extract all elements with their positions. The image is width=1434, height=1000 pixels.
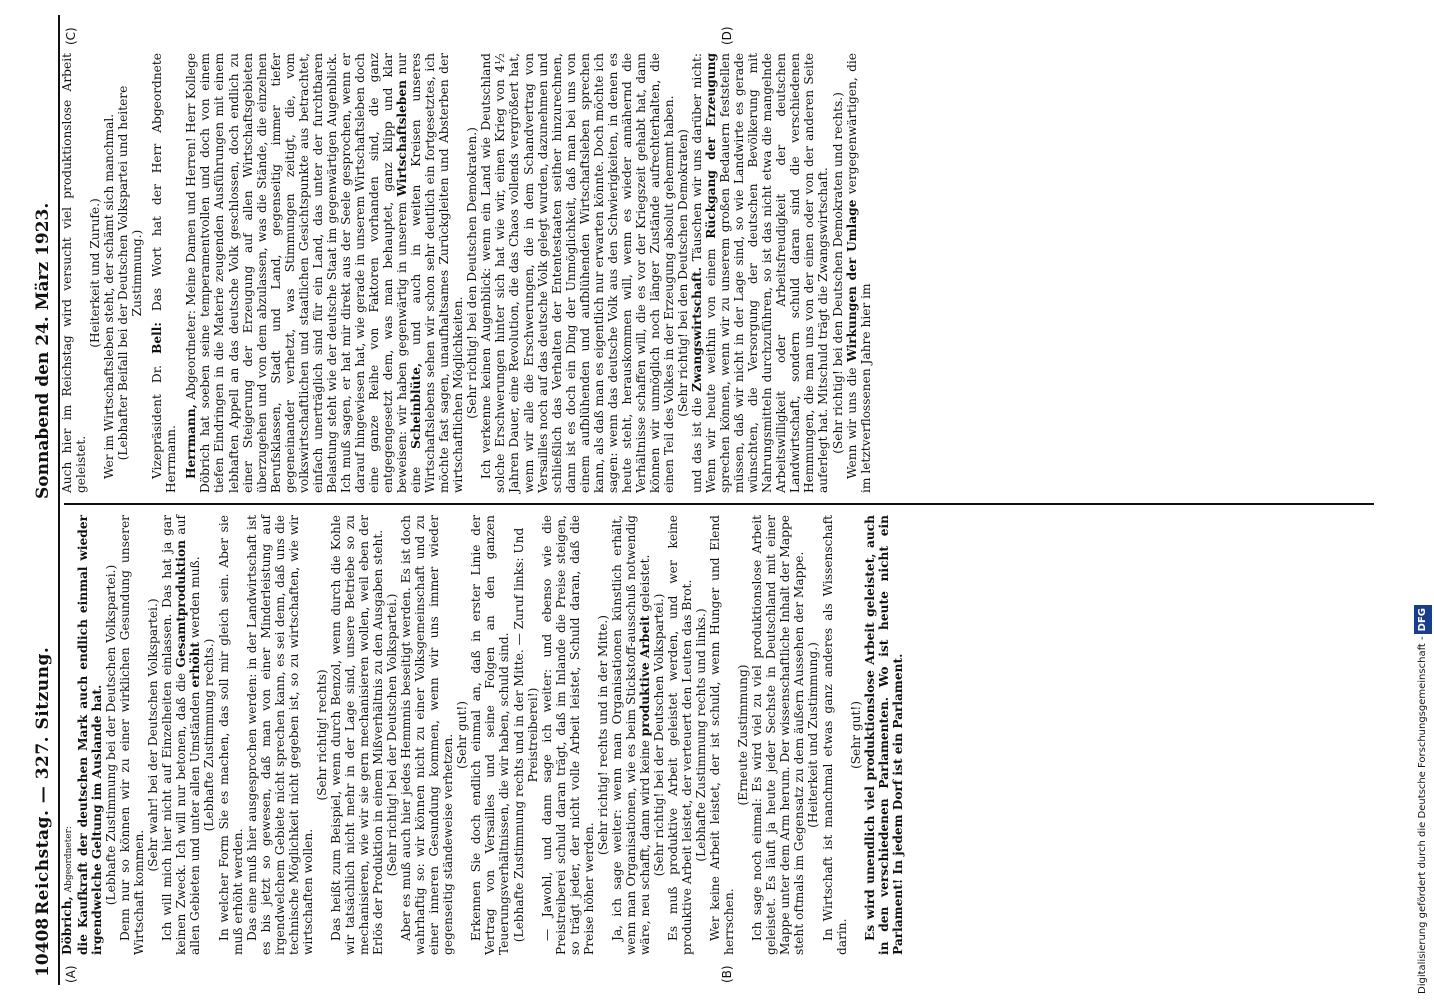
text-run: auf allen Gebieten und unter allen Umständen bbox=[174, 514, 203, 955]
right-column bbox=[60, 53, 1360, 493]
paragraph: In Wirtschaft ist manchmal etwas ganz anderes als Wissenschaft darin. bbox=[820, 515, 849, 955]
emphasis: Wirtschaftsleben bbox=[395, 80, 410, 197]
emphasis: Gesamtproduktion bbox=[174, 539, 189, 668]
reaction: (Sehr richtig! bei den Deutschen Demokraten und rechts.) bbox=[830, 92, 845, 454]
dfg-credit bbox=[1414, 4, 1432, 994]
paragraph bbox=[610, 515, 652, 955]
credit-text: Digitalisierung gefördert durch die Deutsche Forschungsgemeinschaft - bbox=[1417, 636, 1428, 994]
column-divider bbox=[64, 503, 1374, 505]
paragraph: Wer im Wirtschaftsleben steht, der schämt sich manchmal. bbox=[102, 113, 117, 479]
page-header bbox=[30, 15, 60, 985]
paragraph: Das heißt zum Beispiel, wenn durch Benzol, wenn durch die Kohle wir tatsächlich nicht mehr in der Lage sind, unsere Betriebe so zu mechanisieren, wie wir sie gern mechanisieren wollen, weil eben der Erlös der Produktion in einem Mißverhältnis zu den Ausgaben steht. bbox=[328, 515, 386, 955]
paragraph: In welcher Form Sie es machen, das soll mir gleich sein. Aber sie muß erhöht werden. bbox=[216, 515, 245, 955]
paragraph: Aber es muß auch hier jedes Hemmnis beseitigt werden. Es ist doch wahrhaftig so: wir können nicht zu einer Volksgemeinschaft und zu einer inneren Gesundung kommen, wenn wir uns immer wieder gegenseitig ständeweise verhetzen. bbox=[399, 515, 456, 955]
speaker-name: Bell: bbox=[150, 322, 165, 354]
reaction: (Sehr richtig! rechts und in der Mitte.) bbox=[595, 614, 610, 856]
reaction: (Lebhafte Zustimmung rechts und links.) bbox=[694, 608, 709, 862]
page-number: 10408 bbox=[33, 917, 53, 977]
emphasis: Scheinblüte, bbox=[409, 362, 424, 449]
text-run: Wenn wir uns die bbox=[844, 367, 859, 479]
reaction: (Lebhafte Zustimmung bei der Deutschen Volkspartei.) bbox=[104, 564, 119, 906]
margin-mark-b: (B) bbox=[720, 965, 734, 983]
margin-mark-a: (A) bbox=[64, 965, 78, 983]
paragraph bbox=[845, 53, 873, 493]
reaction: (Sehr gut!) bbox=[848, 700, 863, 770]
emphasis: Zwangswirtschaft. bbox=[690, 266, 705, 392]
reaction: (Sehr richtig! bei den Deutschen Demokraten.) bbox=[465, 127, 480, 419]
paragraph: Es wird unendlich viel produktionslose Arbeit geleistet, auch in den verschiedenen Parlamenten. Wo ist heute nicht ein Parlament! In jedem Dorf ist ein Parlament. bbox=[862, 515, 905, 955]
paragraph: Wer keine Arbeit leistet, der ist schuld, wenn Hunger und Elend herrschen. bbox=[708, 515, 737, 955]
text-run: Ich will mich hier nicht auf Einzelheiten einlassen. Das hat ja gar keinen Zweck. Ich will nur betonen, daß die bbox=[160, 515, 189, 955]
reaction: (Sehr richtig! bei der Deutschen Volkspartei.) bbox=[385, 593, 400, 877]
session-date: Sonnabend den 24. März 1923. bbox=[33, 202, 53, 499]
paragraph-text: die Kaufkraft der deutschen Mark auch endlich einmal wieder irgendwelche Geltung im Auslande hat. bbox=[76, 515, 105, 955]
reaction: (Erneute Zustimmung) bbox=[736, 664, 751, 806]
dfg-sidebar bbox=[1414, 4, 1432, 994]
paragraph: Das eine muß hier ausgesprochen werden: in der Landwirtschaft ist es bis jetzt so gewesen, daß man von einer Minderleistung auf irgendwelchem Gebiete nicht sprechen kann, es sei denn, daß uns die technische Möglichkeit nicht gegeben ist, so zu wirtschaften, wie wir wirtschaften wollen. bbox=[244, 515, 315, 955]
text-run: nur eine bbox=[395, 53, 424, 493]
text-run: Das Wort hat der Herr Abgeordnete Herrmann. bbox=[150, 52, 179, 493]
text-run: und das ist die bbox=[690, 397, 705, 493]
paragraph bbox=[160, 515, 202, 955]
paragraph: Ich sage noch einmal: Es wird viel zu viel produktionslose Arbeit geleistet. Es läuft ja heute jeder Sechste in Deutschland mit einer Mappe unter dem Arm herum. Der wissenschaftliche Inhalt der Mappe steht oftmals im Gegensatz zu dem äußern Aussehen der Mappe. bbox=[750, 515, 807, 955]
paragraph: Auch hier im Reichstag wird versucht viel produktionslose Arbeit geleistet. bbox=[60, 53, 89, 493]
paragraph bbox=[690, 53, 830, 493]
paragraph: Denn nur so können wir zu einer wirklichen Gesundung unserer Wirtschaft kommen. bbox=[118, 515, 147, 955]
emphasis: Wirkungen der Umlage bbox=[844, 199, 859, 362]
reaction: (Sehr richtig! bei der Deutschen Volkspartei.) bbox=[651, 593, 666, 877]
text-run: und auch in weiten Kreisen unseres Wirtschaftslebens sehen wir schon sehr deutlich ein fortgesetztes, ich möchte fast sagen, unaufhaltsames Zurückgleiten und Absterben der wirtschaftlichen Möglichkeiten. bbox=[409, 52, 466, 493]
margin-mark-c: (C) bbox=[64, 27, 78, 45]
text-run: Vizepräsident Dr. bbox=[150, 364, 165, 479]
text-run: werden muß. bbox=[188, 556, 203, 639]
emphasis: erhöht bbox=[188, 641, 203, 688]
paragraph: Es muß produktive Arbeit geleistet werden, und wer keine produktive Arbeit leistet, der verteuert den Leuten das Brot. bbox=[666, 515, 695, 955]
emphasis: Rückgang der Erzeugung bbox=[704, 52, 719, 239]
session-title: Reichstag. — 327. Sitzung. bbox=[33, 646, 53, 915]
text-run: Täuschen wir uns darüber nicht: Wenn wir heute weithin von einem bbox=[690, 53, 719, 493]
reaction: (Heiterkeit und Zurufe.) bbox=[88, 198, 103, 348]
reaction: (Sehr wahr! bei der Deutschen Volkspartei.) bbox=[146, 598, 161, 872]
speaker-role: Abgeordneter: bbox=[64, 826, 74, 893]
emphasis: produktive Arbeit bbox=[637, 615, 652, 737]
text-run: geleistet. bbox=[637, 554, 652, 612]
reaction: (Sehr richtig! bei den Deutschen Demokraten) bbox=[676, 129, 691, 417]
text-run: Ja, ich sage weiter: wenn man Organisationen künstlich erhält, wenn man Organisationen, wie es beim Stickstoff-ausschuß notwendig wäre, neu schafft, dann wird keine bbox=[609, 515, 652, 955]
rotated-page bbox=[30, 15, 1390, 985]
paragraph bbox=[60, 515, 104, 955]
reaction: (Lebhafte Zustimmung rechts.) bbox=[202, 638, 217, 832]
left-column bbox=[60, 515, 1360, 955]
paragraph: Erkennen Sie doch endlich einmal an, daß in erster Linie der Vertrag von Versailles und seine Folgen an den ganzen Teuerungsverhältnissen, die wir haben, schuld sind. bbox=[469, 515, 512, 955]
reaction: (Sehr richtig! rechts) bbox=[314, 669, 329, 801]
paragraph bbox=[184, 53, 465, 493]
reaction: (Lebhafte Zustimmung rechts und in der Mitte. — Zuruf links: Und Preistreiberei!) bbox=[511, 527, 540, 943]
text-run: vergegenwärtigen, die im letztverflossenen Jahre hier im bbox=[844, 52, 873, 493]
paragraph: Ich verkenne keinen Augenblick: wenn ein Land wie Deutschland solche Erschwerungen hinter sich hat wie wir, einen Krieg von 4½ Jahren Dauer, eine Revolution, die das Chaos vollends vergrößert hat, wenn wir alle die Erschwerungen, die in dem Schandvertrag von Versailles noch auf das deutsche Volk gelegt wurden, dazunehmen und schließlich das Verhalten der Ententestaaten seither hinzurechnen, dann ist es doch ein Ding der Unmöglichkeit, daß man bei uns von einem aufblühenden und aufblühenden Wirtschaftsleben sprechen kann, als daß man es eigentlich nur erwarten könnte. Doch möchte ich sagen: wenn das deutsche Volk aus den Schwierigkeiten, in denen es heute steht, herauskommen will, wenn es wieder annähernd die Verhältnisse schaffen will, die es vor der Kriegszeit gehabt hat, dann können wir unmöglich noch länger Zustände aufrechterhalten, die einen Teil des Volkes in der Erzeugung absolut gehemmt haben. bbox=[479, 53, 676, 493]
speaker-name: Herrmann, bbox=[184, 404, 199, 479]
reaction: (Sehr gut!) bbox=[455, 700, 470, 770]
reaction: (Heiterkeit und Zustimmung.) bbox=[806, 642, 821, 828]
text-run: Abgeordneter: Meine Damen und Herren! Herr Kollege Döbrich hat soeben seine temperamentvollen und doch von einem tiefen Eindringen in die Materie zeugenden Ausführungen mit einem lebhaften Appell an das deutsche Volk geschlossen, doch endlich zu einer Steigerung der Erzeugung auf allen Wirtschaftsgebieten überzugehen und von dem abzulassen, was die Stände, die einzelnen Berufsklassen, Stadt und Land, gegenseitig immer tiefer gegeneinander verhetzt, was Stimmungen zeitigt, die, vom volkswirtschaftlichen und staatlichen Gesichtspunkte aus betrachtet, einfach unerträglich sind für ein Land, das unter der furchtbaren Belastung steht wie der deutsche Staat im gegenwärtigen Augenblick. Ich muß sagen, er hat mir direkt aus der Seele gesprochen, wenn er darauf hingewiesen hat, wie gerade in unserem Wirtschaftsleben doch eine ganze Reihe von Faktoren vorhanden sind, die ganz entgegengesetzt dem, was man behauptet, ganz klipp und klar beweisen: wir haben gegenwärtig in unserem bbox=[184, 52, 410, 493]
text-run: sprechen können, wenn wir zu unserem großen Bedauern feststellen müssen, daß wir nicht in der Lage sind, so wie Landwirte es gerade wünschten, die Versorgung der deutschen Bevölkerung mit Nahrungsmitteln durchzuführen, so ist das nicht etwa die mangelnde Arbeitswilligkeit oder Arbeitsfreudigkeit der deutschen Landwirtschaft, sondern schuld daran sind die verschiedenen Hemmungen, die man uns von der einen oder von der anderen Seite auferlegt hat. Mitschuld trägt die Zwangswirtschaft. bbox=[718, 53, 831, 493]
dfg-logo: DFG bbox=[1414, 605, 1432, 634]
paragraph bbox=[150, 53, 178, 493]
margin-mark-d: (D) bbox=[720, 26, 734, 45]
reaction: (Lebhafter Beifall bei der Deutschen Volkspartei und heitere Zustimmung.) bbox=[116, 85, 145, 461]
speaker-name: Döbrich, bbox=[60, 896, 74, 955]
paragraph: — Jawohl, und dann sage ich weiter: und ebenso wie die Preistreiberei schuld daran trägt, daß im Inlande die Preise steigen, so trägt jeder, der nicht volle Arbeit leistet, Schuld daran, daß die Preise höher werden. bbox=[539, 515, 596, 955]
